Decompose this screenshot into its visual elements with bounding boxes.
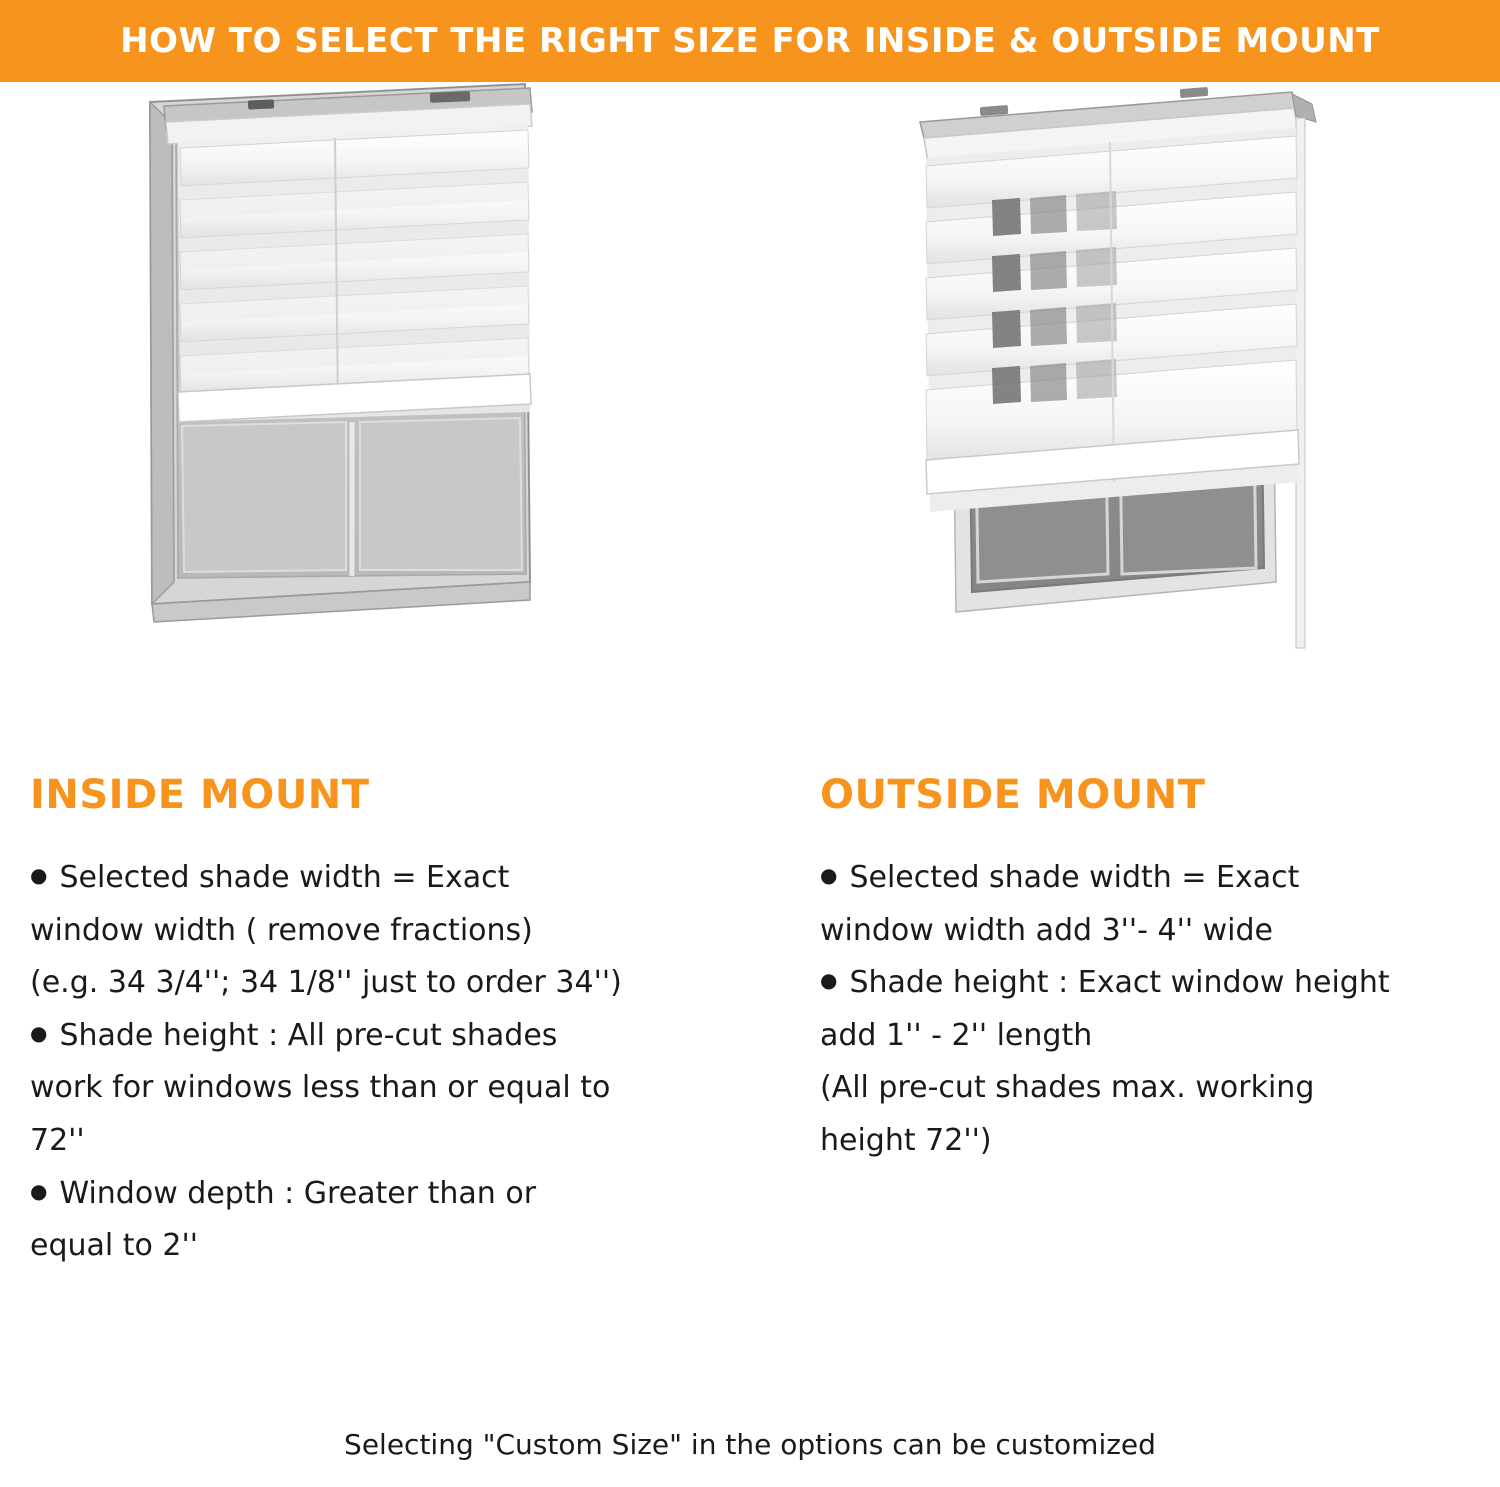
list-item-text: Shade height : All pre-cut shades <box>59 1017 558 1053</box>
list-item-text: Selected shade width = Exact <box>59 860 510 895</box>
list-item-text: (All pre-cut shades max. working <box>820 1070 1315 1106</box>
list-item <box>820 1012 1480 1061</box>
illustration-area <box>0 82 1500 772</box>
outside-mount-title: OUTSIDE MOUNT <box>820 772 1206 818</box>
header-banner <box>0 0 1500 82</box>
list-item-text: (e.g. 34 3/4''; 34 1/8'' just to order 34'') <box>30 965 622 1001</box>
outside-mount-window-illustration <box>880 82 1350 772</box>
footer-note: Selecting "Custom Size" in the options can be customized <box>344 1428 1156 1461</box>
mount-instructions <box>0 772 1500 1275</box>
list-item-text: add 1'' - 2'' length <box>820 1017 1093 1053</box>
list-item <box>30 1064 740 1113</box>
list-item <box>820 959 1480 1008</box>
inside-mount-title: INSIDE MOUNT <box>30 772 370 818</box>
list-item <box>30 907 740 956</box>
outside-mount-column <box>760 772 1500 1275</box>
list-item-text: Shade height : Exact window height <box>849 965 1390 1001</box>
list-item-text: equal to 2'' <box>30 1228 199 1264</box>
list-item-text: window width ( remove fractions) <box>30 912 533 948</box>
list-item-text: window width add 3''- 4'' wide <box>820 912 1274 948</box>
list-item <box>820 1064 1480 1113</box>
list-item <box>30 959 740 1008</box>
list-item <box>30 1222 740 1271</box>
page-title: HOW TO SELECT THE RIGHT SIZE FOR INSIDE & OUTSIDE MOUNT <box>120 21 1380 61</box>
list-item-text: Selected shade width = Exact <box>849 860 1300 895</box>
list-item-text: work for windows less than or equal to <box>30 1070 611 1106</box>
list-item <box>820 854 1480 903</box>
list-item <box>820 907 1480 956</box>
inside-mount-column <box>0 772 760 1275</box>
list-item-text: height 72'') <box>820 1122 992 1158</box>
inside-mount-window-illustration <box>130 82 600 772</box>
outside-mount-bullet-list <box>820 854 1480 1166</box>
list-item-text: Window depth : Greater than or <box>59 1175 537 1211</box>
list-item-text: 72'' <box>30 1122 85 1158</box>
list-item <box>30 1117 740 1166</box>
inside-mount-bullet-list <box>30 854 740 1271</box>
list-item <box>30 854 740 903</box>
list-item <box>820 1117 1480 1166</box>
list-item <box>30 1012 740 1061</box>
list-item <box>30 1170 740 1219</box>
